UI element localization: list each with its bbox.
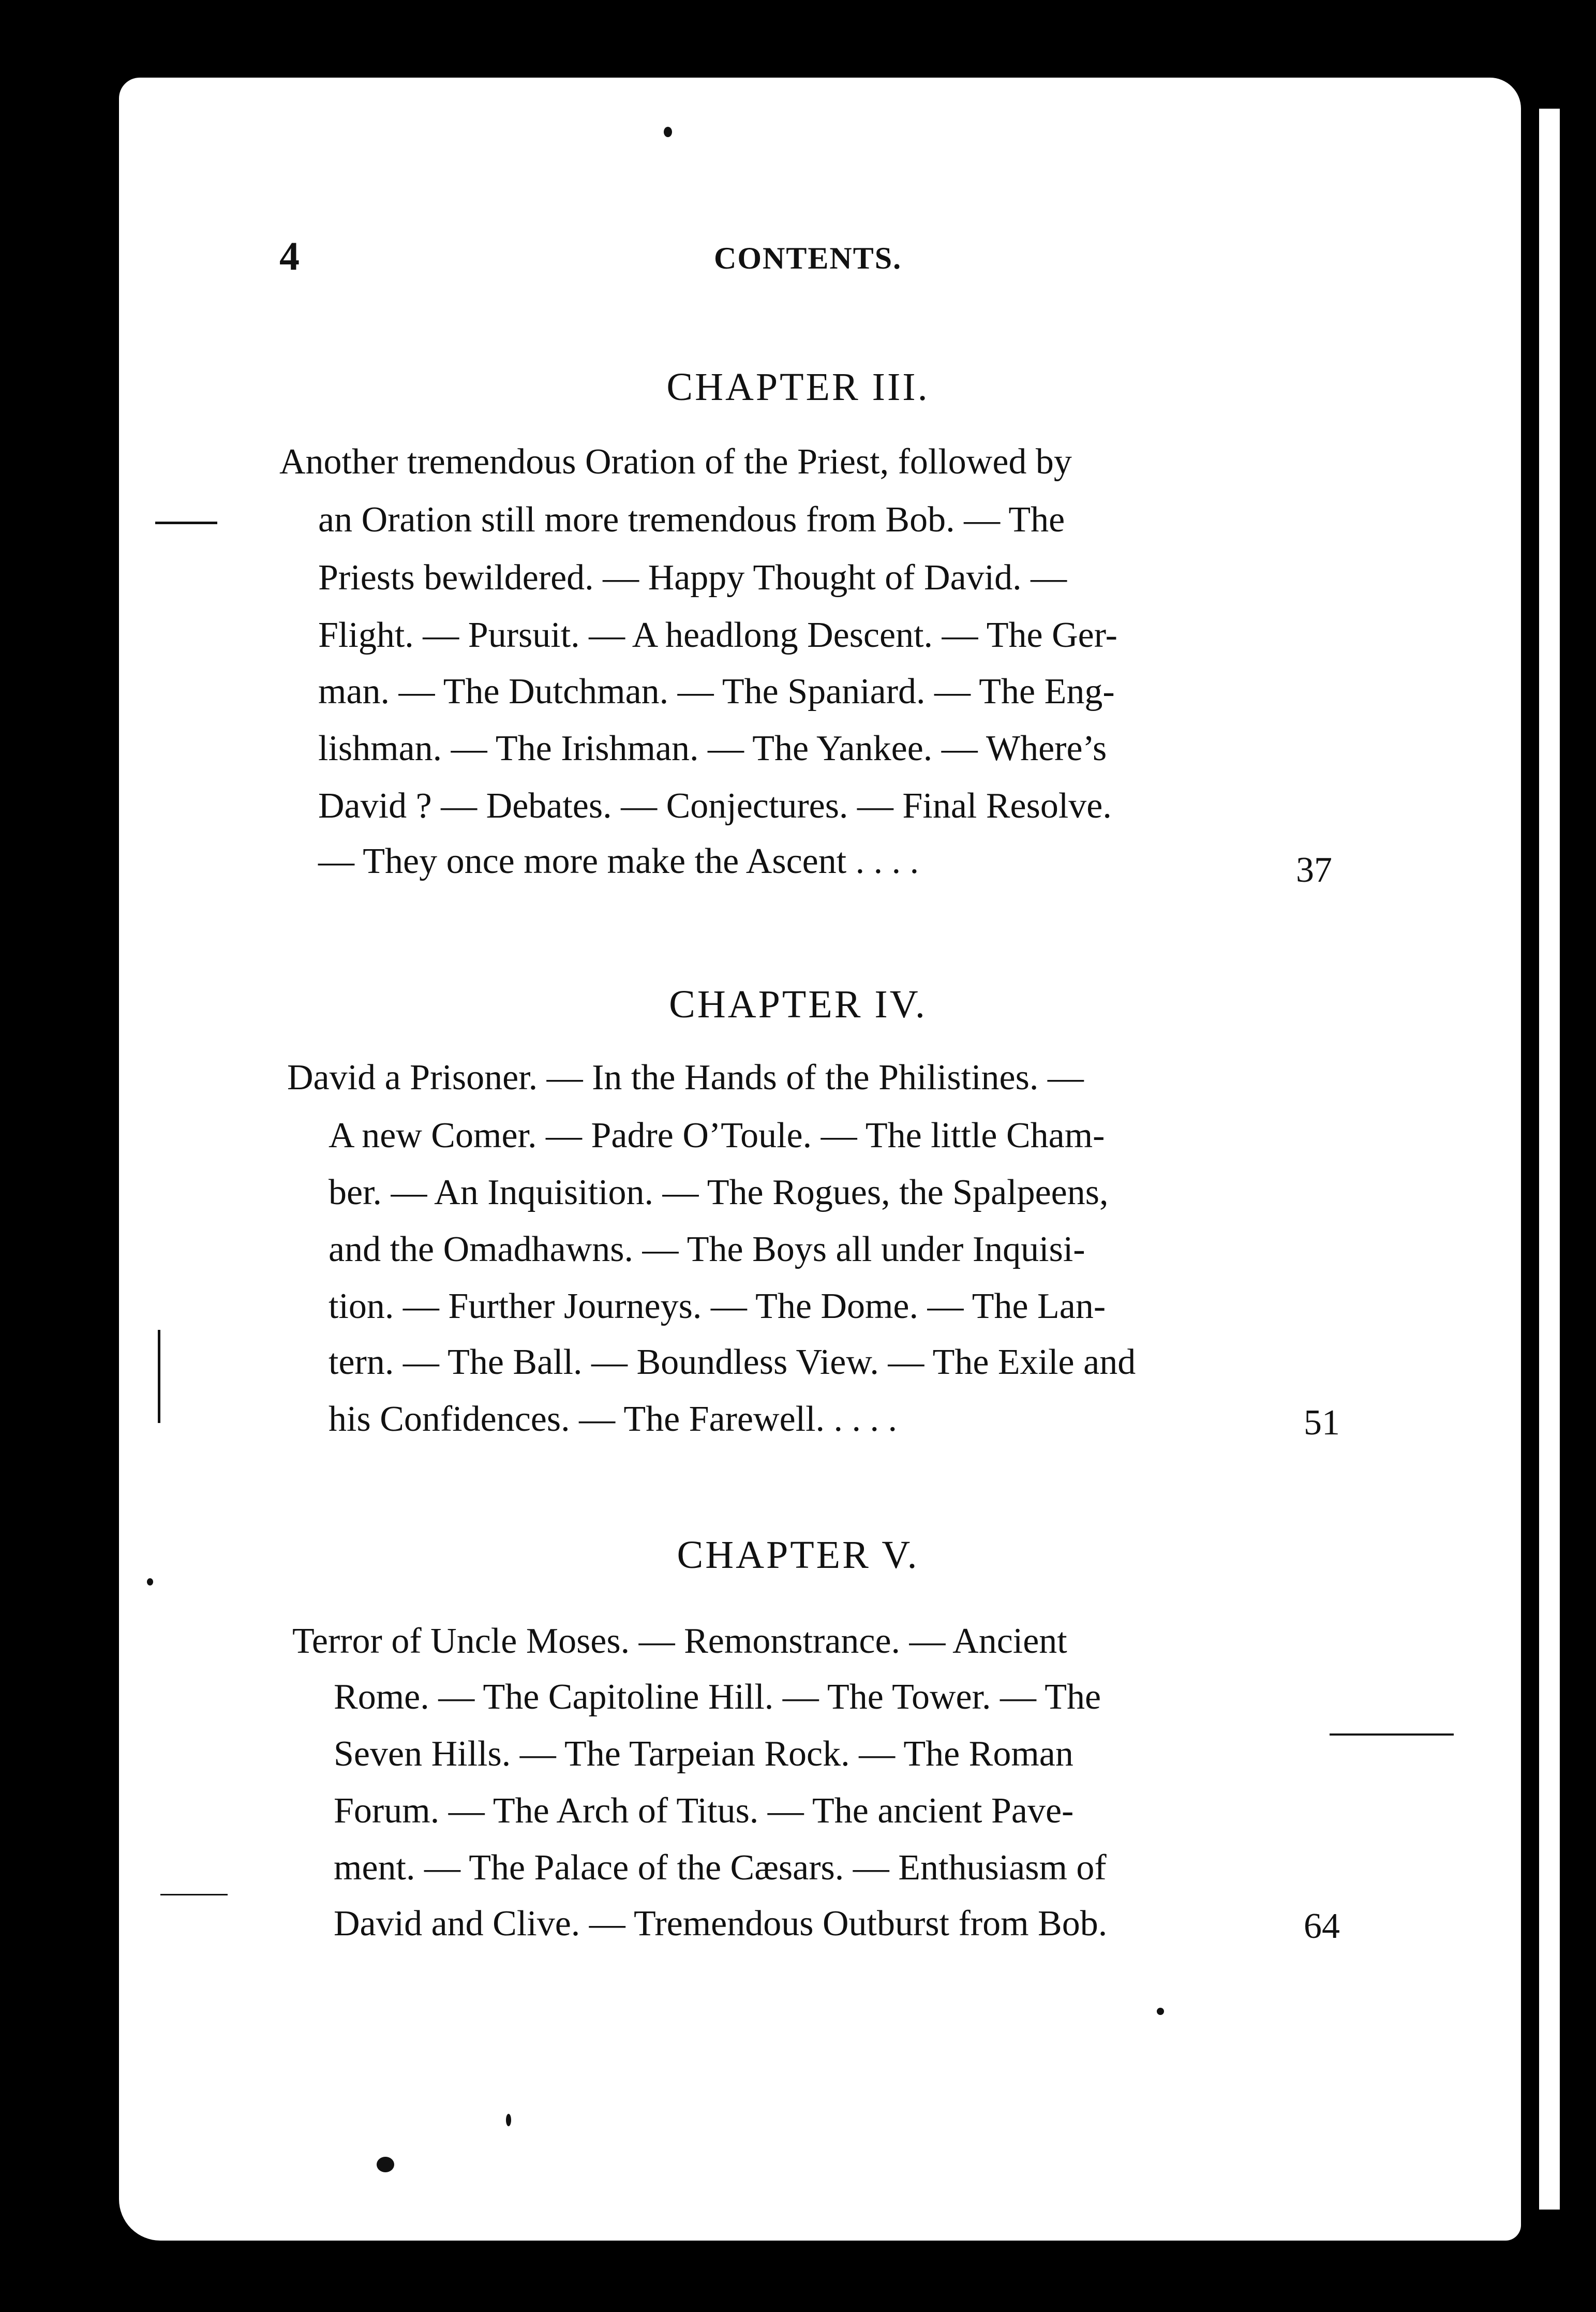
toc-line: Priests bewildered. — Happy Thought of David. — <box>318 558 1067 598</box>
scan-mark <box>160 1894 228 1895</box>
toc-line: Forum. — The Arch of Titus. — The ancient Pave- <box>334 1791 1074 1831</box>
toc-page-reference: 64 <box>1304 1906 1340 1946</box>
toc-page-reference: 51 <box>1304 1403 1340 1443</box>
scan-speck <box>377 2157 394 2172</box>
scan-speck <box>1157 2008 1164 2015</box>
page-edge-strip <box>1539 109 1560 2210</box>
toc-line: lishman. — The Irishman. — The Yankee. — Where’s <box>318 729 1107 768</box>
scan-mark <box>158 1330 160 1423</box>
scan-mark <box>155 522 217 524</box>
toc-line: ment. — The Palace of the Cæsars. — Enthusiasm of <box>334 1848 1107 1888</box>
toc-line: Seven Hills. — The Tarpeian Rock. — The Roman <box>334 1734 1073 1774</box>
chapter-heading: CHAPTER IV. <box>669 983 927 1026</box>
scan-speck <box>506 2114 511 2126</box>
toc-line: man. — The Dutchman. — The Spaniard. — The Eng- <box>318 672 1115 712</box>
scan-mark <box>1330 1733 1454 1736</box>
toc-line: and the Omadhawns. — The Boys all under Inquisi- <box>329 1229 1085 1269</box>
toc-line: David and Clive. — Tremendous Outburst from Bob. <box>334 1904 1108 1944</box>
toc-line: Flight. — Pursuit. — A headlong Descent. — The Ger- <box>318 615 1117 655</box>
scan-speck <box>147 1578 153 1585</box>
toc-line: Terror of Uncle Moses. — Remonstrance. — Ancient <box>292 1621 1067 1661</box>
toc-line: tern. — The Ball. — Boundless View. — The Exile and <box>329 1342 1136 1382</box>
toc-line: his Confidences. — The Farewell. . . . . <box>329 1399 898 1439</box>
scan-speck <box>664 127 672 137</box>
toc-line: Another tremendous Oration of the Priest, followed by <box>279 442 1072 482</box>
toc-line: David a Prisoner. — In the Hands of the Philistines. — <box>287 1058 1084 1098</box>
toc-line: A new Comer. — Padre O’Toule. — The little Cham- <box>329 1116 1105 1155</box>
header-page-number: 4 <box>279 233 300 278</box>
toc-line: tion. — Further Journeys. — The Dome. — The Lan- <box>329 1286 1106 1326</box>
toc-line: ber. — An Inquisition. — The Rogues, the Spalpeens, <box>329 1173 1109 1212</box>
toc-line: Rome. — The Capitoline Hill. — The Tower. — The <box>334 1677 1101 1717</box>
toc-line: — They once more make the Ascent . . . . <box>318 841 919 881</box>
toc-line: David ? — Debates. — Conjectures. — Final Resolve. <box>318 786 1112 826</box>
header-title: CONTENTS. <box>714 241 902 275</box>
toc-page-reference: 37 <box>1296 850 1332 890</box>
chapter-heading: CHAPTER III. <box>666 365 930 409</box>
toc-line: an Oration still more tremendous from Bob. — The <box>318 500 1065 540</box>
chapter-heading: CHAPTER V. <box>677 1533 919 1577</box>
